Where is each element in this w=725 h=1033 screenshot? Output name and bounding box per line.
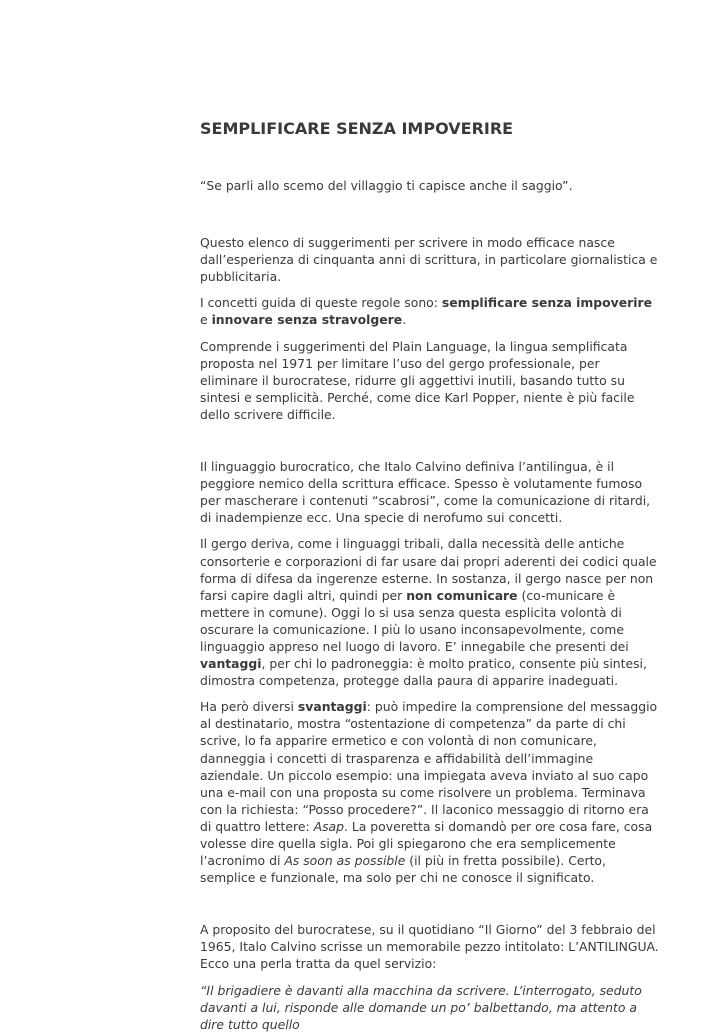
document-title: SEMPLIFICARE SENZA IMPOVERIRE (200, 119, 514, 138)
paragraph-plain-language: Comprende i suggerimenti del Plain Language, la lingua semplificata proposta nel 1971 per limitare l’uso del gergo professionale, per eliminare il burocratese, ridurre gli aggettivi inutili, basando tutto su sintesi e semplicità. Perché, come dice Karl Popper, niente è più facile dello scrivere difficile. (200, 338, 635, 422)
paragraph-guiding-concepts (200, 294, 660, 328)
epigraph-quote: “Se parli allo scemo del villaggio ti capisce anche il saggio”. (200, 178, 573, 193)
text-run: Il gergo deriva, come i linguaggi tribali, dalla necessità delle antiche consorterie e corporazioni di far usare dai propri aderenti dei codici quale forma di difesa da ingerenze esterne. In sostanza, il gergo nasce per non farsi capire dagli altri, quindi per (200, 536, 657, 603)
document-body (200, 118, 660, 1033)
text-run: e (200, 312, 212, 328)
paragraph-disadvantages (200, 698, 660, 886)
text-run: (co-municare è mettere in comune). Oggi lo si usa senza questa esplicita volontà di oscurare la comunicazione. I più lo usano inconsapevolmente, come linguaggio appreso nel luogo di lavoro. E’ innegabile che presenti dei (200, 587, 629, 654)
paragraph-jargon-origin (200, 535, 660, 689)
bold-phrase: vantaggi (200, 656, 262, 672)
paragraph-bureaucratic-language: Il linguaggio burocratico, che Italo Calvino definiva l’antilingua, è il peggiore nemico della scrittura efficace. Spesso è volutamente fumoso per mascherare i contenuti “scabrosi”, come la comunicazione di ritardi, di inadempienze ecc. Una specie di nerofumo sui concetti. (200, 459, 651, 526)
text-run: . La poveretta si domandò per ore cosa fare, cosa volesse dire quella sigla. Poi gli spiegarono che era semplicemente l’acronimo di (200, 818, 653, 869)
text-run: , per chi lo padroneggia: è molto pratico, consente più sintesi, dimostra competenza, protegge dalla paura di apparire inadeguati. (200, 656, 647, 689)
italic-phrase: Asap (313, 818, 344, 834)
paragraph-intro: Questo elenco di suggerimenti per scrivere in modo efficace nasce dall’esperienza di cinquanta anni di scrittura, in particolare giornalistica e pubblicitaria. (200, 235, 658, 285)
bold-phrase: semplificare senza impoverire (441, 295, 653, 311)
text-run: Ha però diversi (200, 699, 298, 715)
text-run: : può impedire la comprensione del messaggio al destinatario, mostra “ostentazione di competenza” da parte di chi scrive, lo fa apparire ermetico e con volontà di non comunicare, danneggia i concetti di trasparenza e affidabilità dell’immagine aziendale. Un piccolo esempio: una impiegata aveva inviato al suo capo una e-mail con una proposta su come risolvere un problema. Terminava con la richiesta: “Posso procedere?”. Il laconico messaggio di ritorno era di quattro lettere: (200, 699, 658, 834)
italic-phrase: As soon as possible (284, 853, 406, 869)
text-run: . (402, 312, 407, 328)
bold-phrase: svantaggi (297, 699, 367, 715)
text-run: (il più in fretta possibile). Certo, semplice e funzionale, ma solo per chi ne conosce il significato. (200, 853, 606, 886)
paragraph-calvino-excerpt: “Il brigadiere è davanti alla macchina da scrivere. L’interrogato, seduto davanti a lui, risponde alle domande un po’ balbettando, ma attento a dire tutto quello (200, 982, 642, 1032)
paragraph-calvino-article: A proposito del burocratese, su il quotidiano “Il Giorno” del 3 febbraio del 1965, Italo Calvino scrisse un memorabile pezzo intitolato: L’ANTILINGUA. Ecco una perla tratta da quel servizio: (200, 922, 659, 972)
text-run: I concetti guida di queste regole sono: (200, 295, 442, 311)
bold-phrase: non comunicare (406, 587, 518, 603)
bold-phrase: innovare senza stravolgere (211, 312, 403, 328)
